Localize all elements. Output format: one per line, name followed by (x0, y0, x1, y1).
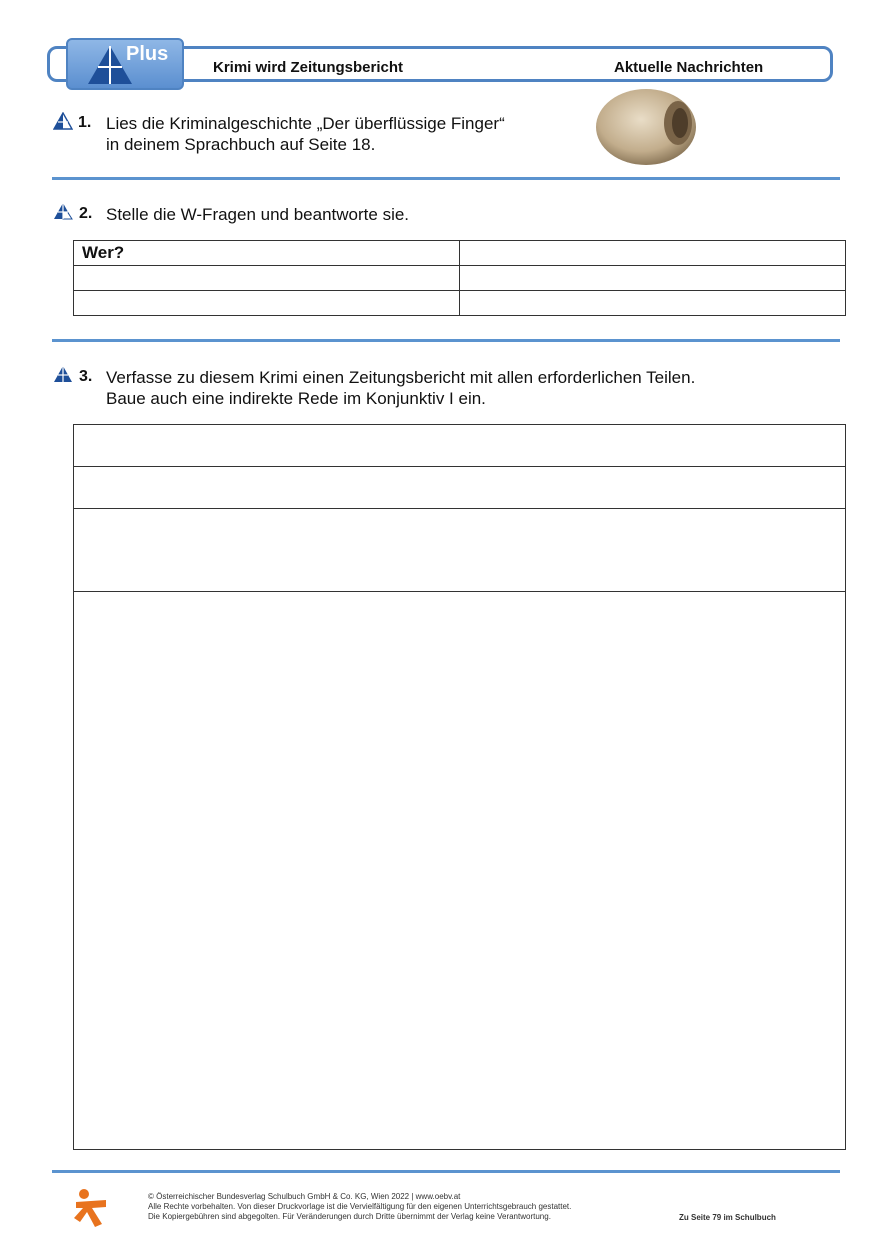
level-2-icon (53, 202, 73, 220)
lead-box[interactable] (73, 508, 846, 592)
worksheet-topic: Aktuelle Nachrichten (614, 59, 764, 76)
level-1-icon (53, 112, 73, 130)
section-divider-2 (52, 339, 840, 342)
task-3-text (106, 367, 695, 409)
task-3-number: 3. (79, 368, 93, 385)
task-2-text: Stelle die W-Fragen und beantworte sie. (106, 205, 410, 224)
footer-divider (52, 1170, 840, 1173)
footer-legal (148, 1192, 571, 1222)
answer-cell[interactable] (460, 291, 846, 316)
w-question-cell[interactable] (74, 291, 460, 316)
answer-cell[interactable] (460, 266, 846, 291)
task-1-line-1: Lies die Kriminalgeschichte „Der überflüssige Finger“ (106, 114, 505, 133)
footer-copyright: © Österreichischer Bundesverlag Schulbuch GmbH & Co. KG, Wien 2022 | www.oebv.at (148, 1192, 461, 1201)
page-reference: Zu Seite 79 im Schulbuch (679, 1213, 776, 1222)
report-body-box[interactable] (73, 591, 846, 1150)
answer-cell[interactable] (460, 241, 846, 266)
level-3-icon (53, 365, 73, 383)
table-row (74, 241, 846, 266)
publisher-logo-icon (72, 1188, 110, 1228)
footer-rights: Alle Rechte vorbehalten. Von dieser Druckvorlage ist die Vervielfältigung für den eigenen Unterrichtsgebrauch gestattet. (148, 1202, 572, 1211)
logo-plus-text: Plus (126, 43, 169, 65)
worksheet-title: Krimi wird Zeitungsbericht (213, 59, 404, 76)
table-row (74, 266, 846, 291)
w-questions-table (73, 240, 846, 316)
task-3-line-2: Baue auch eine indirekte Rede im Konjunktiv I ein. (106, 389, 486, 408)
section-divider-1 (52, 177, 840, 180)
task-2-number: 2. (79, 205, 93, 222)
footer-fees: Die Kopiergebühren sind abgegolten. Für Veränderungen durch Dritte übernimmt der Verlag keine Verantwortung. (148, 1212, 551, 1221)
headline-box[interactable] (73, 424, 846, 467)
task-1-line-2: in deinem Sprachbuch auf Seite 18. (106, 135, 376, 154)
w-question-cell[interactable] (74, 266, 460, 291)
fur-muff-illustration (594, 85, 704, 169)
w-question-cell[interactable]: Wer? (74, 241, 460, 266)
task-1-text (106, 113, 505, 155)
table-row (74, 291, 846, 316)
subheadline-box[interactable] (73, 466, 846, 509)
task-3-line-1: Verfasse zu diesem Krimi einen Zeitungsbericht mit allen erforderlichen Teilen. (106, 368, 696, 387)
task-1-number: 1. (78, 114, 92, 131)
